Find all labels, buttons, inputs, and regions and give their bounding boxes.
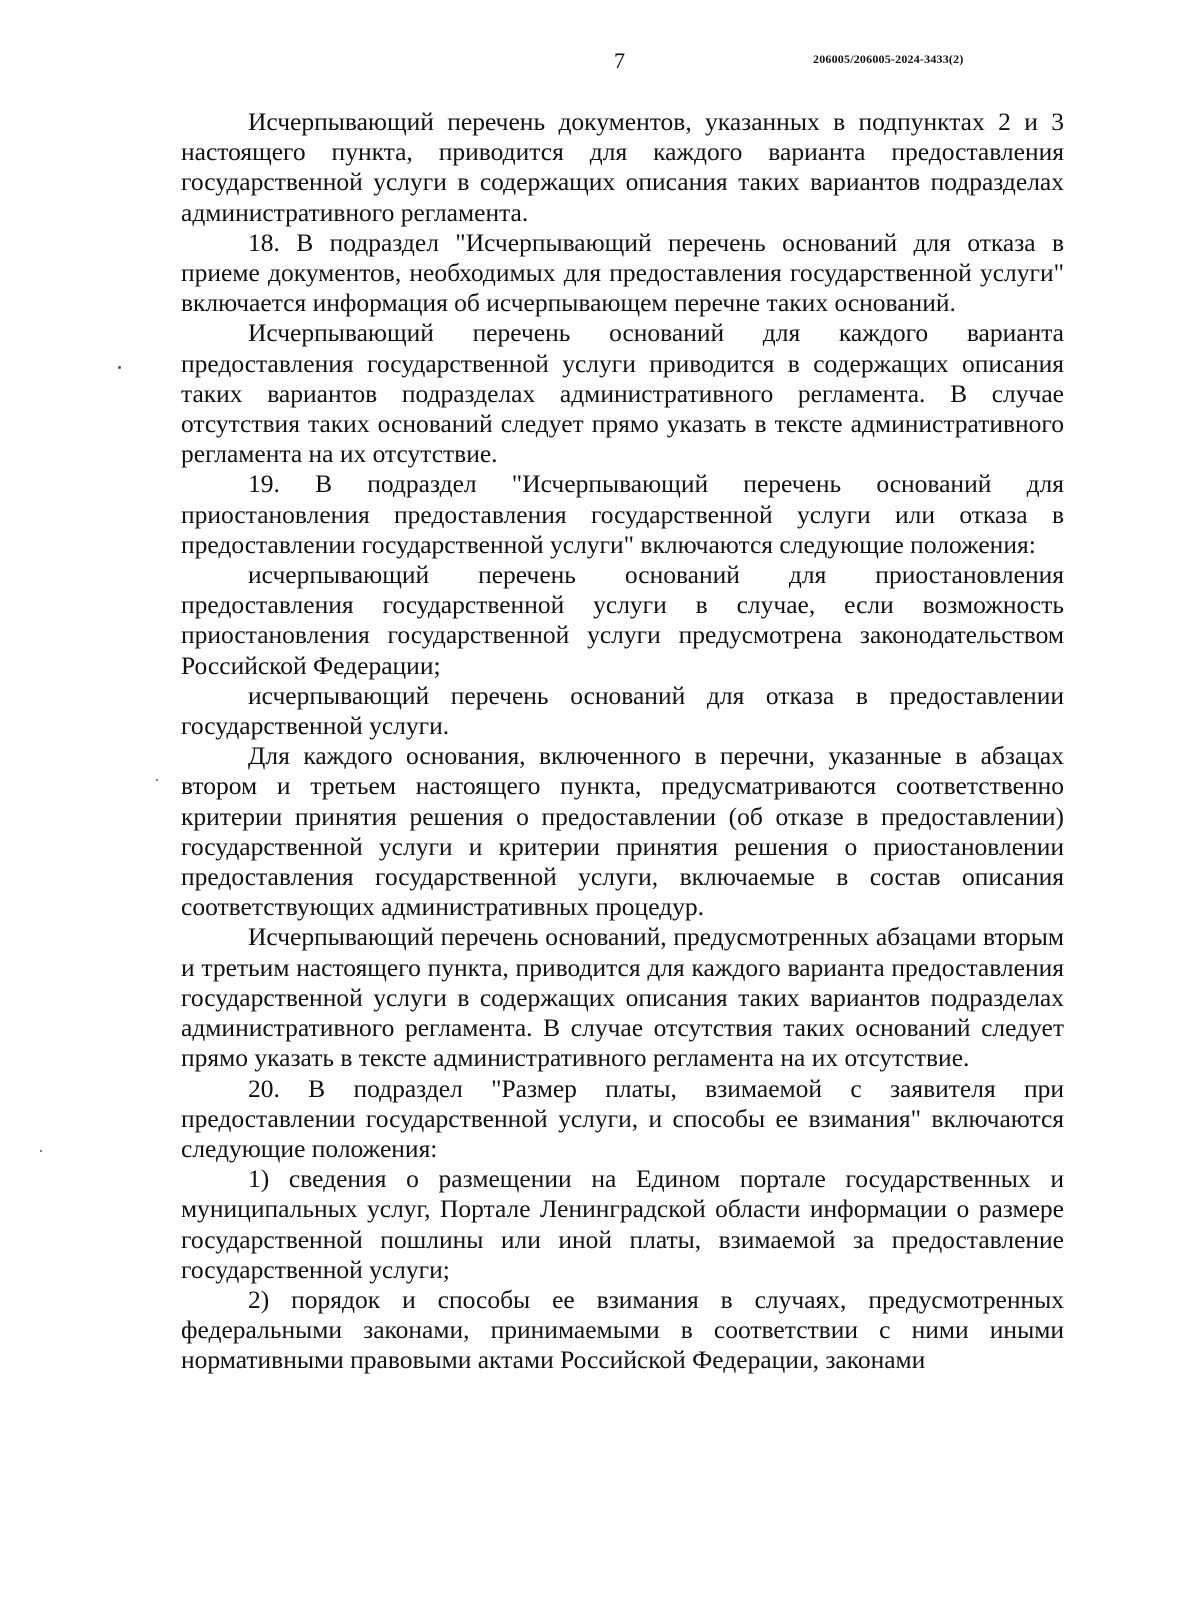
scan-speck: [156, 779, 158, 781]
paragraph-criteria: Для каждого основания, включенного в перечни, указанные в абзацах втором и третьем настоящего пункта, предусматриваются соответственно критерии принятия решения о предоставлении (об отказе в предоставлении) государственной услуги и критерии принятия решения о приостановлении предоставления государственной услуги, включаемые в состав описания соответствующих административных процедур.: [181, 741, 1064, 922]
paragraph-item-18: 18. В подраздел "Исчерпывающий перечень оснований для отказа в приеме документов, необходимых для предоставления государственной услуги" включается информация об исчерпывающем перечне таких оснований.: [181, 227, 1064, 318]
paragraph-documents-list: Исчерпывающий перечень документов, указанных в подпунктах 2 и 3 настоящего пункта, приводится для каждого варианта предоставления государственной услуги в содержащих описания таких вариантов подразделах административного регламента.: [181, 107, 1064, 227]
paragraph-grounds-list: Исчерпывающий перечень оснований для каждого варианта предоставления государственной услуги приводится в содержащих описания таких вариантов подразделах административного регламента. В случае отсутствия таких оснований следует прямо указать в тексте административного регламента на их отсутствие.: [181, 318, 1064, 469]
scan-speck: [40, 1150, 42, 1152]
paragraph-refusal-grounds: исчерпывающий перечень оснований для отказа в предоставлении государственной услуги.: [181, 680, 1064, 741]
document-id: 206005/206005-2024-3433(2): [813, 52, 964, 66]
document-body: [181, 107, 1064, 1376]
paragraph-grounds-variants: Исчерпывающий перечень оснований, предусмотренных абзацами вторым и третьим настоящего пункта, приводится для каждого варианта предоставления государственной услуги в содержащих описания таких вариантов подразделах административного регламента. В случае отсутствия таких оснований следует прямо указать в тексте административного регламента на их отсутствие.: [181, 922, 1064, 1073]
page-number: 7: [614, 48, 625, 73]
paragraph-item-20: 20. В подраздел "Размер платы, взимаемой с заявителя при предоставлении государственной услуги, и способы ее взимания" включаются следующие положения:: [181, 1073, 1064, 1163]
scan-speck: [118, 366, 121, 369]
paragraph-subitem-2: 2) порядок и способы ее взимания в случаях, предусмотренных федеральными законами, принимаемыми в соответствии с ними иными нормативными правовыми актами Российской Федерации, законами: [181, 1284, 1064, 1375]
paragraph-item-19: 19. В подраздел "Исчерпывающий перечень оснований для приостановления предоставления государственной услуги или отказа в предоставлении государственной услуги" включаются следующие положения:: [181, 469, 1064, 559]
paragraph-suspension-grounds: исчерпывающий перечень оснований для приостановления предоставления государственной услуги в случае, если возможность приостановления государственной услуги предусмотрена законодательством Российской Федерации;: [181, 560, 1064, 680]
paragraph-subitem-1: 1) сведения о размещении на Едином портале государственных и муниципальных услуг, Портале Ленинградской области информации о размере государственной пошлины или иной платы, взимаемой за предоставление государственной услуги;: [181, 1164, 1064, 1284]
